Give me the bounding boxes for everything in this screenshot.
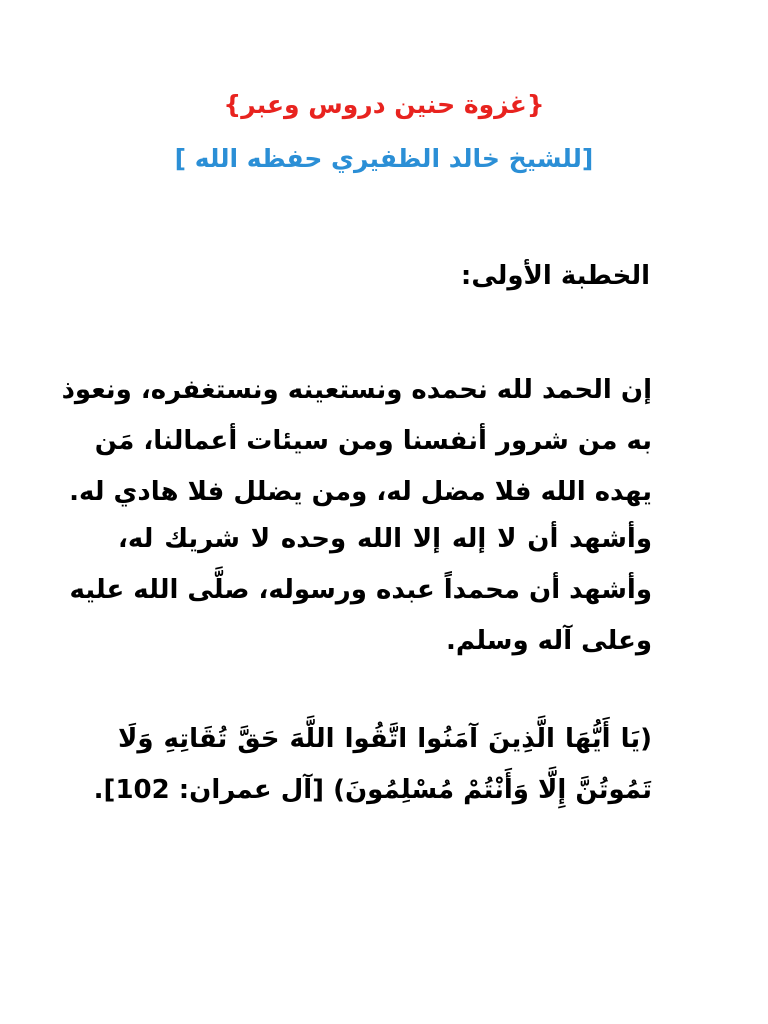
paragraph-line: به من شرور أنفسنا ومن سيئات أعمالنا، مَن [94, 426, 652, 456]
paragraph-line: وأشهد أن لا إله إلا الله وحده لا شريك له، [118, 524, 652, 554]
paragraph-line: يهده الله فلا مضل له، ومن يضلل فلا هادي له. [69, 477, 652, 507]
paragraph-line: وأشهد أن محمداً عبده ورسوله، صلَّى الله عليه [69, 575, 652, 605]
paragraph-line: وعلى آله وسلم. [446, 626, 652, 656]
document-subtitle: [للشيخ خالد الظفيري حفظه الله ] [174, 144, 594, 173]
paragraph-line: إن الحمد لله نحمده ونستعينه ونستغفره، ونعوذ [61, 375, 652, 405]
paragraph-line: تَمُوتُنَّ إِلَّا وَأَنْتُمْ مُسْلِمُونَ) [آل عمران: 102]. [93, 775, 652, 805]
paragraph-quran-verse [93, 714, 652, 816]
paragraph-testimony [69, 514, 652, 667]
section-heading: الخطبة الأولى: [460, 261, 650, 291]
document-title: {غزوة حنين دروس وعبر} [223, 90, 545, 119]
paragraph-opening-praise [61, 365, 652, 518]
paragraph-line: (يَا أَيُّهَا الَّذِينَ آمَنُوا اتَّقُوا اللَّهَ حَقَّ تُقَاتِهِ وَلَا [118, 724, 652, 754]
